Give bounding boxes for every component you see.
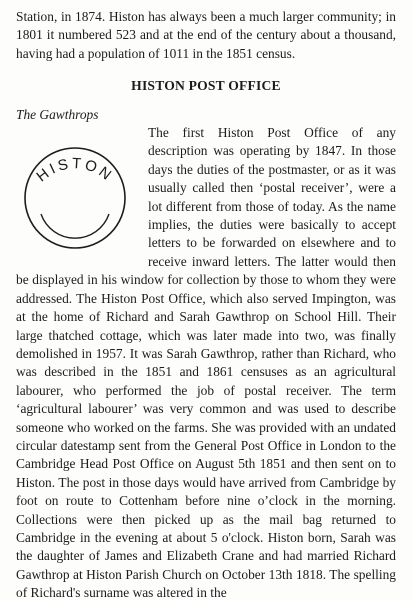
body-paragraph: The first Histon Post Office of any description was operating by 1847. In those days the duties of the postmaster, or as it was usually called then ‘postal receiver’, were a lot different from those of today. As the name implies, the duties were basically to accept letters to be forwarded on elsewhere and to receive inward letters. The latter would then be displayed in his window for collection by those to whom they were addressed. The Histon Post Office, which also served Impington, was at the home of Richard and Sarah Gawthrop on School Hill. Their large thatched cottage, which was later made into two, was finally demolished in 1957. It was Sarah Gawthrop, rather than Richard, who was described in the 1851 and 1861 censuses as an agricultural labourer, who performed the job of postal receiver. The term ‘agricultural labourer’ was very common and was used to describe someone who worked on the farms. She was provided with an undated circular datestamp sent from the General Post Office in London to the Cambridge Head Post Office on August 5th 1851 and then sent on to Histon. The post in those days would have arrived from Cambridge by foot on route to Cottenham before nine o’clock in the morning. Collections were then picked up as the mail bag returned to Cambridge in the evening at about 5 o'clock. Histon born, Sarah was the daughter of James and Elizabeth Crane and had married Richard Gawthrop at Histon Parish Church on October 13th 1818. The spelling of Richard's surname was altered in the — [16, 125, 396, 601]
histon-datestamp — [16, 132, 138, 260]
section-title: HISTON POST OFFICE — [131, 78, 281, 94]
intro-paragraph: Station, in 1874. Histon has always been a much larger community; in 1801 it numbered 523 and at the end of the century about a thousand, having had a population of 1011 in the 1851 census. — [16, 9, 396, 61]
stamp-text: HISTON — [33, 155, 117, 186]
circular-datestamp-icon — [20, 132, 130, 256]
subsection-title: The Gawthrops — [16, 106, 99, 122]
page-content — [16, 8, 396, 603]
